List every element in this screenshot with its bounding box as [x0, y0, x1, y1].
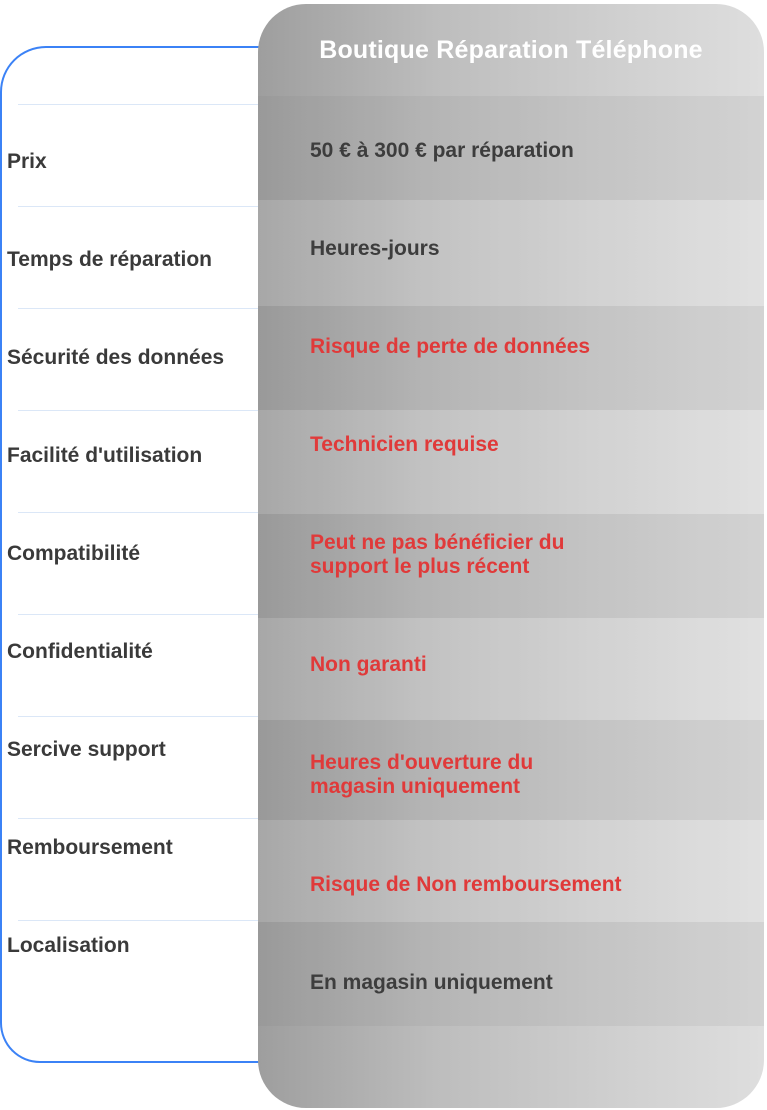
label-divider: [18, 818, 258, 819]
label-divider: [18, 512, 258, 513]
value-ease-of-use: Technicien requise: [310, 433, 499, 456]
label-location: Localisation: [7, 934, 130, 957]
value-data-security: Risque de perte de données: [310, 335, 591, 358]
row-band: [258, 820, 764, 922]
label-divider: [18, 104, 258, 105]
label-price: Prix: [7, 150, 47, 173]
value-repair-time: Heures-jours: [310, 237, 440, 260]
label-divider: [18, 308, 258, 309]
value-support: Heures d'ouverture du magasin uniquement: [310, 751, 534, 798]
value-privacy: Non garanti: [310, 653, 427, 676]
label-divider: [18, 716, 258, 717]
label-support: Sercive support: [7, 738, 166, 761]
value-price: 50 € à 300 € par réparation: [310, 139, 574, 162]
label-ease-of-use: Facilité d'utilisation: [7, 444, 203, 467]
value-location: En magasin uniquement: [310, 971, 553, 994]
label-refund: Remboursement: [7, 836, 173, 859]
label-divider: [18, 614, 258, 615]
row-band: [258, 410, 764, 514]
column-title: Boutique Réparation Téléphone: [319, 35, 703, 64]
label-repair-time: Temps de réparation: [7, 248, 212, 271]
label-divider: [18, 206, 258, 207]
value-compatibility: Peut ne pas bénéficier du support le plus récent: [310, 531, 565, 578]
label-data-security: Sécurité des données: [7, 346, 225, 369]
label-divider: [18, 410, 258, 411]
label-divider: [18, 920, 258, 921]
label-compatibility: Compatibilité: [7, 542, 141, 565]
shop-repair-column: [258, 4, 764, 1108]
value-refund: Risque de Non remboursement: [310, 873, 622, 896]
label-privacy: Confidentialité: [7, 640, 153, 663]
